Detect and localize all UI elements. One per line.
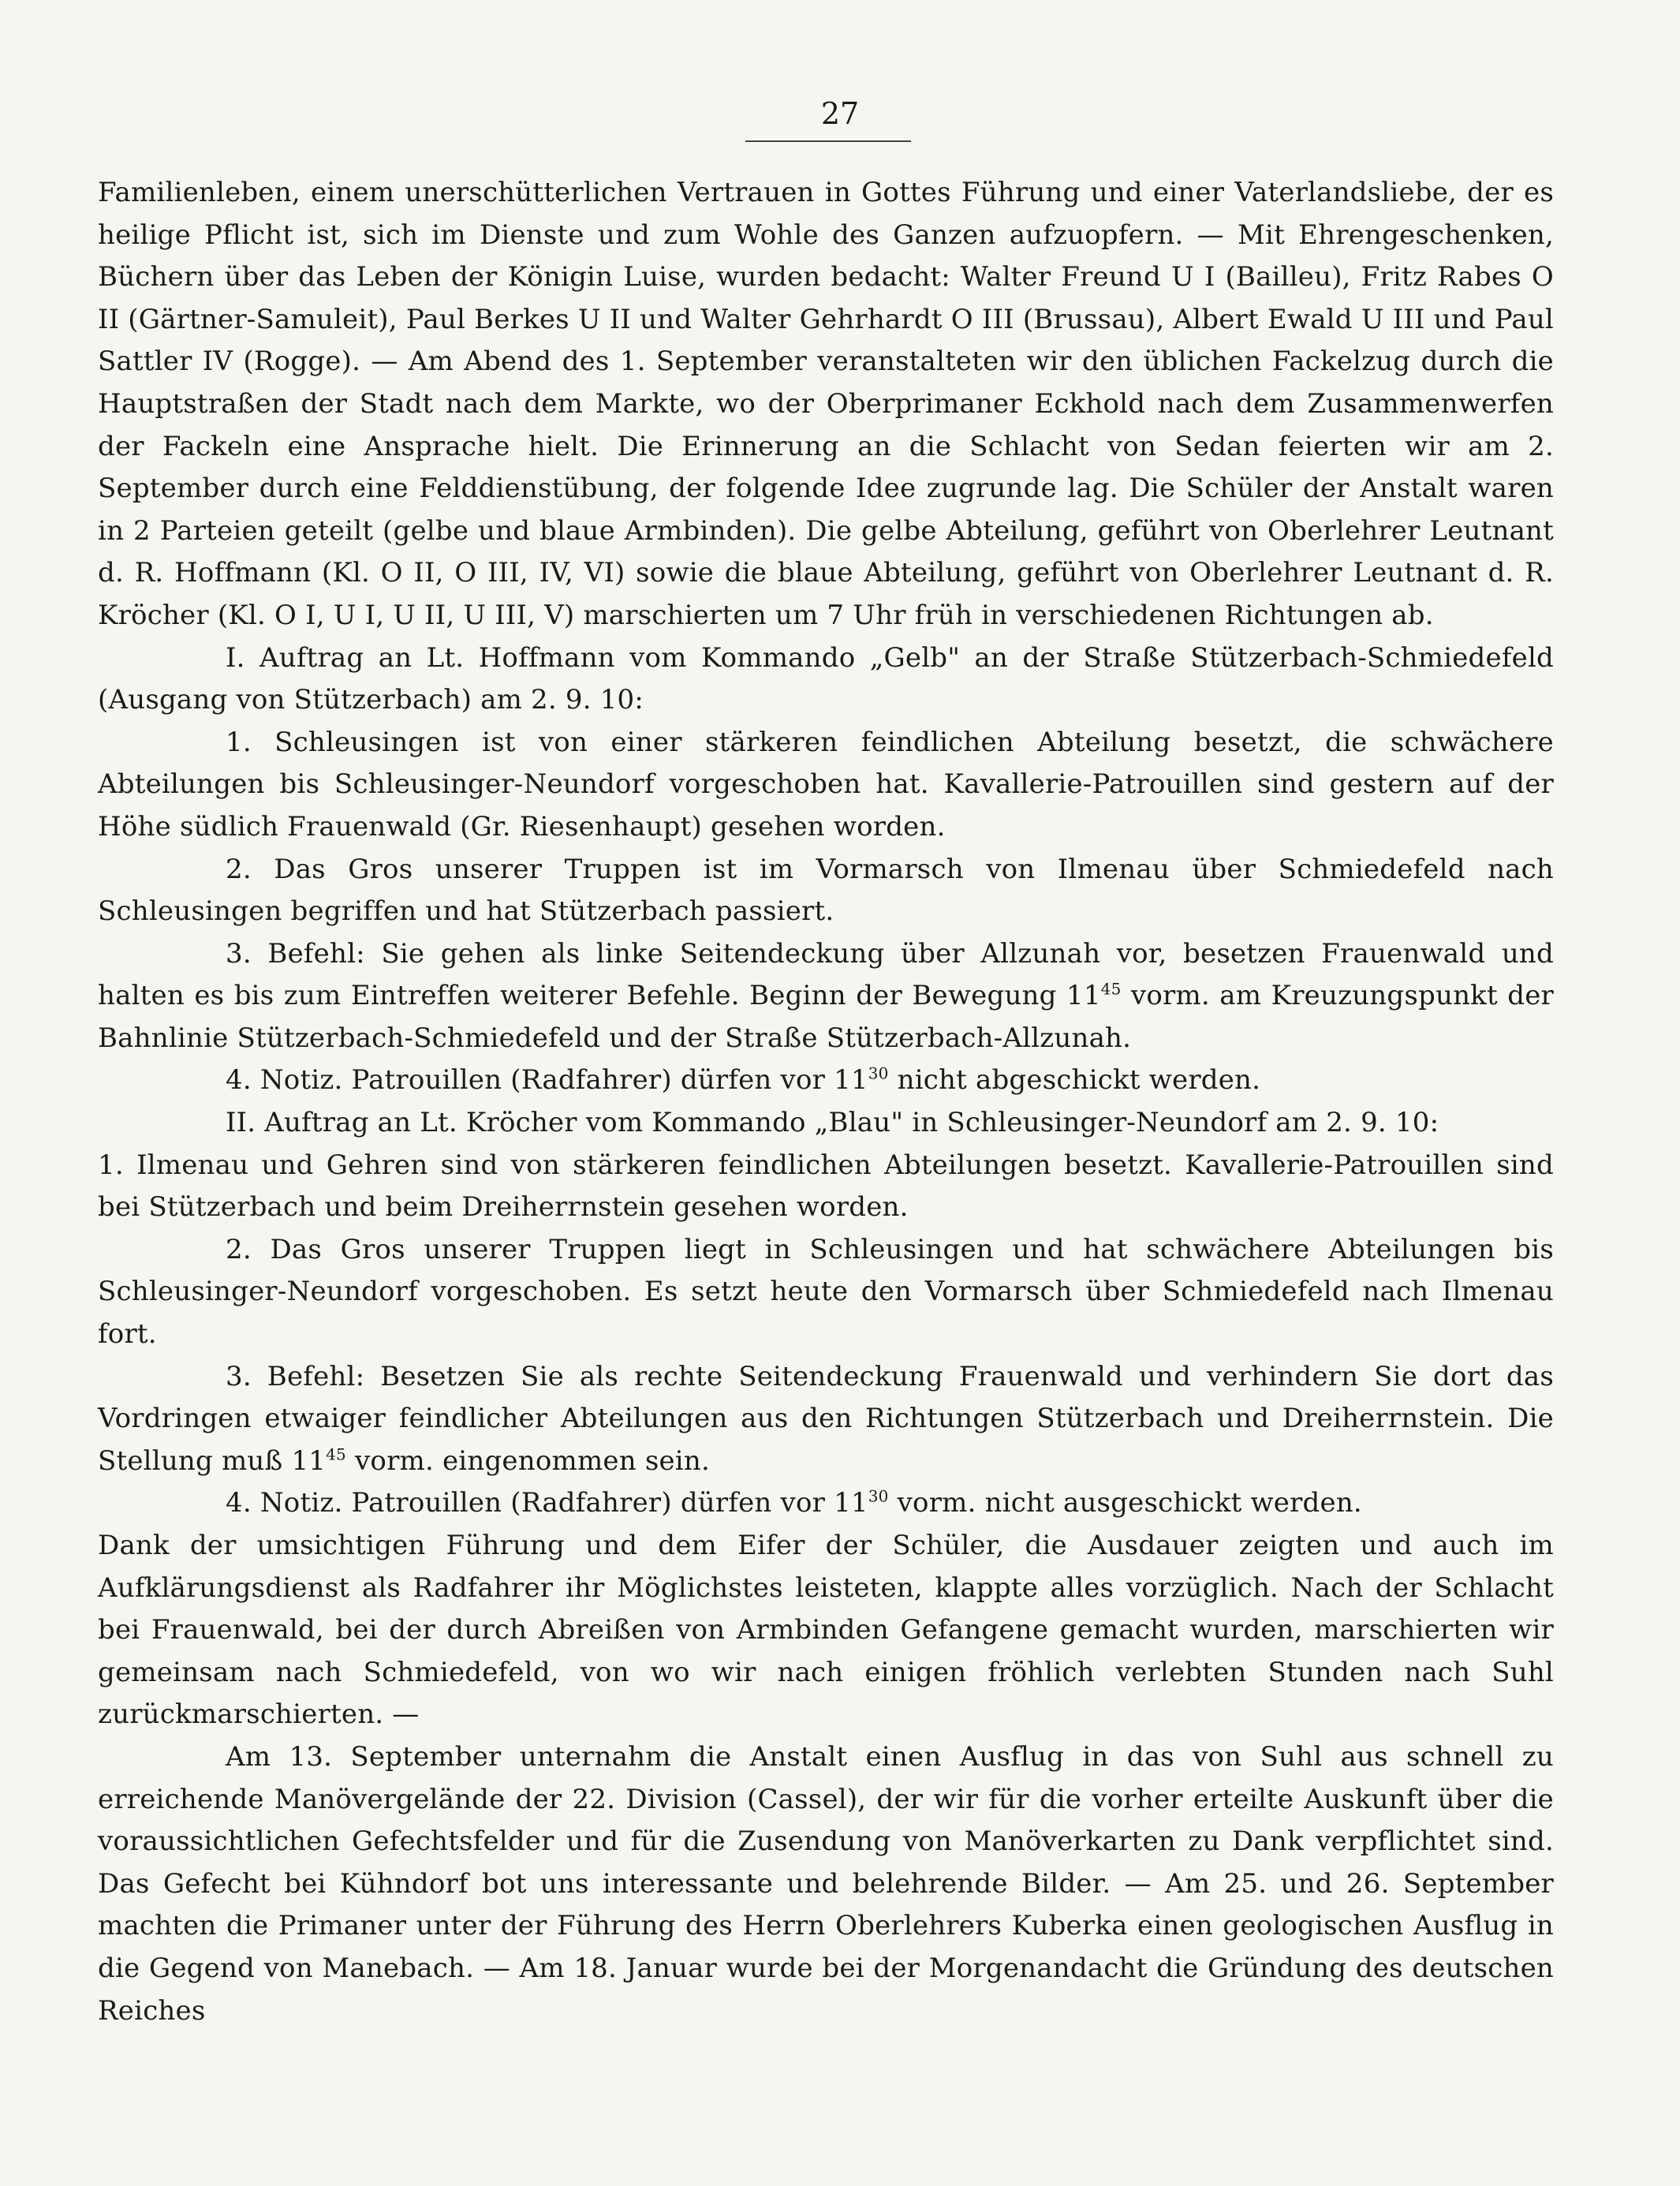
order-2-item-4-sup: 30	[868, 1487, 889, 1507]
order-1-item-3-sup: 45	[1100, 979, 1122, 999]
order-2-item-3-sup: 45	[326, 1444, 346, 1464]
order-2-item-4-text-a: 4. Notiz. Patrouillen (Radfahrer) dürfen vor 11	[226, 1487, 868, 1519]
order-2-item-4-text-b: vorm. nicht ausgeschickt werden.	[888, 1487, 1362, 1519]
order-2-item-1: 1. Ilmenau und Gehren sind von stärkeren feindlichen Abteilungen besetzt. Kavallerie-Patrouillen sind bei Stützerbach und beim Dreiherrnstein gesehen worden.	[98, 1149, 1554, 1224]
order-1-heading: I. Auftrag an Lt. Hoffmann vom Kommando „Gelb" an der Straße Stützerbach-Schmiedefeld (Ausgang von Stützerbach) am 2. 9. 10:	[98, 641, 1554, 716]
order-1-item-4-sup: 30	[868, 1064, 889, 1084]
order-2-item-4	[98, 1482, 1554, 1525]
order-1-item-3-text-a: 3. Befehl: Sie gehen als linke Seitendeckung über Allzunah vor, besetzen Frauenwald und halten es bis zum Eintreffen weiterer Befehle. Beginn der Bewegung 11	[98, 937, 1554, 1012]
paragraph-closing-1: Dank der umsichtigen Führung und dem Eifer der Schüler, die Ausdauer zeigten und auch im Aufklärungsdienst als Radfahrer ihr Möglichstes leisteten, klappte alles vorzüglich. Nach der Schlacht bei Frauenwald, bei der durch Abreißen von Armbinden Gefangene gemacht wurden, marschierten wir gemeinsam nach Schmiedefeld, von wo wir nach einigen fröhlich verlebten Stunden nach Suhl zurückmarschierten. —	[98, 1530, 1554, 1731]
order-1-item-4-text-a: 4. Notiz. Patrouillen (Radfahrer) dürfen vor 11	[226, 1064, 868, 1097]
paragraph-closing-2: Am 13. September unternahm die Anstalt einen Ausflug in das von Suhl aus schnell zu erreichende Manövergelände der 22. Division (Cassel), der wir für die vorher erteilte Auskunft über die voraussichtlichen Gefechtsfelder und für die Zusendung von Manöverkarten zu Dank verpflichtet sind. Das Gefecht bei Kühndorf bot uns interessante und belehrende Bilder. — Am 25. und 26. September machten die Primaner unter der Führung des Herrn Oberlehrers Kuberka einen geologischen Ausflug in die Gegend von Manebach. — Am 18. Januar wurde bei der Morgenandacht die Gründung des deutschen Reiches	[98, 1740, 1554, 2027]
header-rule	[745, 140, 911, 142]
order-2-item-2: 2. Das Gros unserer Truppen liegt in Schleusingen und hat schwächere Abteilungen bis Schleusinger-Neundorf vorgeschoben. Es setzt heute den Vormarsch über Schmiedefeld nach Ilmenau fort.	[98, 1233, 1554, 1351]
order-2-item-3-text-b: vorm. eingenommen sein.	[345, 1444, 710, 1477]
order-1-item-4-text-b: nicht abgeschickt werden.	[888, 1064, 1261, 1097]
order-2-item-3-text-a: 3. Befehl: Besetzen Sie als rechte Seitendeckung Frauenwald und verhindern Sie dort das Vordringen etwaiger feindlicher Abteilungen aus den Richtungen Stützerbach und Dreiherrnstein. Die Stellung muß 11	[98, 1360, 1554, 1477]
order-1-item-4	[98, 1059, 1554, 1102]
order-1-item-3	[98, 933, 1554, 1060]
order-2-heading: II. Auftrag an Lt. Kröcher vom Kommando „Blau" in Schleusinger-Neundorf am 2. 9. 10:	[226, 1107, 1439, 1139]
order-1-item-3-text-b: vorm. am Kreuzungspunkt der Bahnlinie Stützerbach-Schmiedefeld und der Straße Stützerbach-Allzunah.	[98, 980, 1554, 1054]
order-1-item-1: 1. Schleusingen ist von einer stärkeren feindlichen Abteilung besetzt, die schwächere Abteilungen bis Schleusinger-Neundorf vorgeschoben hat. Kavallerie-Patrouillen sind gestern auf der Höhe südlich Frauenwald (Gr. Riesenhaupt) gesehen worden.	[98, 726, 1554, 843]
page-number: 27	[820, 96, 860, 131]
paragraph-intro: Familienleben, einem unerschütterlichen Vertrauen in Gottes Führung und einer Vaterlandsliebe, der es heilige Pflicht ist, sich im Dienste und zum Wohle des Ganzen aufzuopfern. — Mit Ehrengeschenken, Büchern über das Leben der Königin Luise, wurden bedacht: Walter Freund U I (Bailleu), Fritz Rabes O II (Gärtner-Samuleit), Paul Berkes U II und Walter Gehrhardt O III (Brussau), Albert Ewald U III und Paul Sattler IV (Rogge). — Am Abend des 1. September veranstalteten wir den üblichen Fackelzug durch die Hauptstraßen der Stadt nach dem Markte, wo der Oberprimaner Eckhold nach dem Zusammenwerfen der Fackeln eine Ansprache hielt. Die Erinnerung an die Schlacht von Sedan feierten wir am 2. September durch eine Felddienstübung, der folgende Idee zugrunde lag. Die Schüler der Anstalt waren in 2 Parteien geteilt (gelbe und blaue Armbinden). Die gelbe Abteilung, geführt von Oberlehrer Leutnant d. R. Hoffmann (Kl. O II, O III, IV, VI) sowie die blaue Abteilung, geführt von Oberlehrer Leutnant d. R. Kröcher (Kl. O I, U I, U II, U III, V) marschierten um 7 Uhr früh in verschiedenen Richtungen ab.	[98, 177, 1554, 631]
order-2-item-3	[98, 1356, 1554, 1483]
order-1-item-2: 2. Das Gros unserer Truppen ist im Vormarsch von Ilmenau über Schmiedefeld nach Schleusingen begriffen und hat Stützerbach passiert.	[98, 853, 1554, 928]
document-body	[98, 172, 1554, 2032]
